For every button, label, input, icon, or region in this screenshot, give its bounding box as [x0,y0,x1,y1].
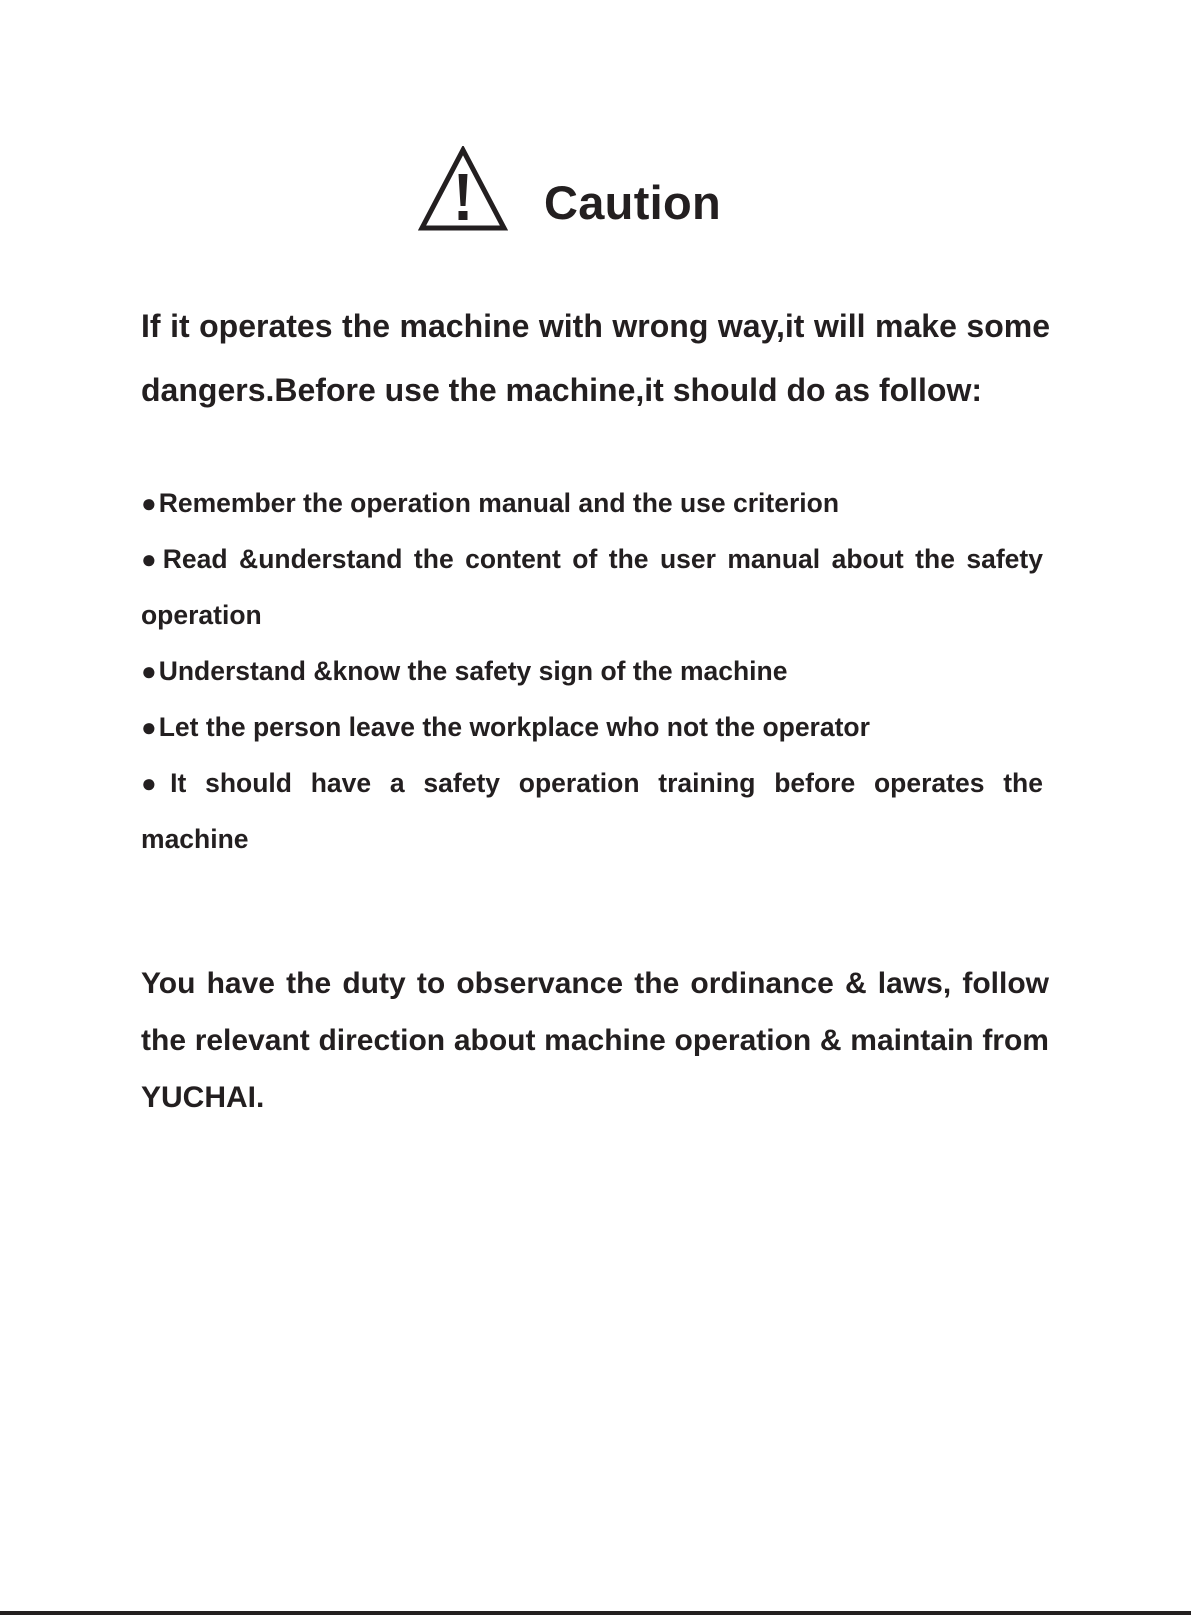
list-item [141,755,1043,811]
list-item-text: It should have a safety operation training before operates the [170,768,1043,798]
list-item-text: Let the person leave the workplace who not the operator [158,712,870,742]
bullet-icon: ● [141,768,169,798]
list-item-continuation: machine [141,824,249,854]
duty-line-1: You have the duty to observance the ordinance & laws, follow [141,967,1049,1000]
caution-header [418,146,721,232]
list-item-text: Remember the operation manual and the use criterion [158,488,840,518]
intro-line-2: dangers.Before use the machine,it should do as follow: [141,372,983,408]
list-item-continuation: operation [141,600,262,630]
list-item [141,531,1043,587]
page-bottom-rule [0,1611,1191,1615]
list-item [141,475,1043,531]
list-item-text: Read &understand the content of the user manual about the safety [162,544,1043,574]
warning-triangle-icon [418,146,508,232]
bullet-icon: ● [141,488,157,518]
bullet-icon: ● [141,712,157,742]
duty-paragraph [141,955,1049,1126]
intro-line-1: If it operates the machine with wrong way,it will make some [141,308,1050,344]
bullet-icon: ● [141,656,157,686]
intro-paragraph [141,294,1050,422]
list-item [141,699,1043,755]
duty-line-2: the relevant direction about machine operation & maintain from [141,1024,1049,1057]
list-item [141,643,1043,699]
bullet-icon: ● [141,544,161,574]
duty-line-3: YUCHAI. [141,1081,265,1114]
page-title: Caution [544,176,722,229]
list-item-text: Understand &know the safety sign of the machine [158,656,788,686]
bullet-list [141,475,1043,867]
